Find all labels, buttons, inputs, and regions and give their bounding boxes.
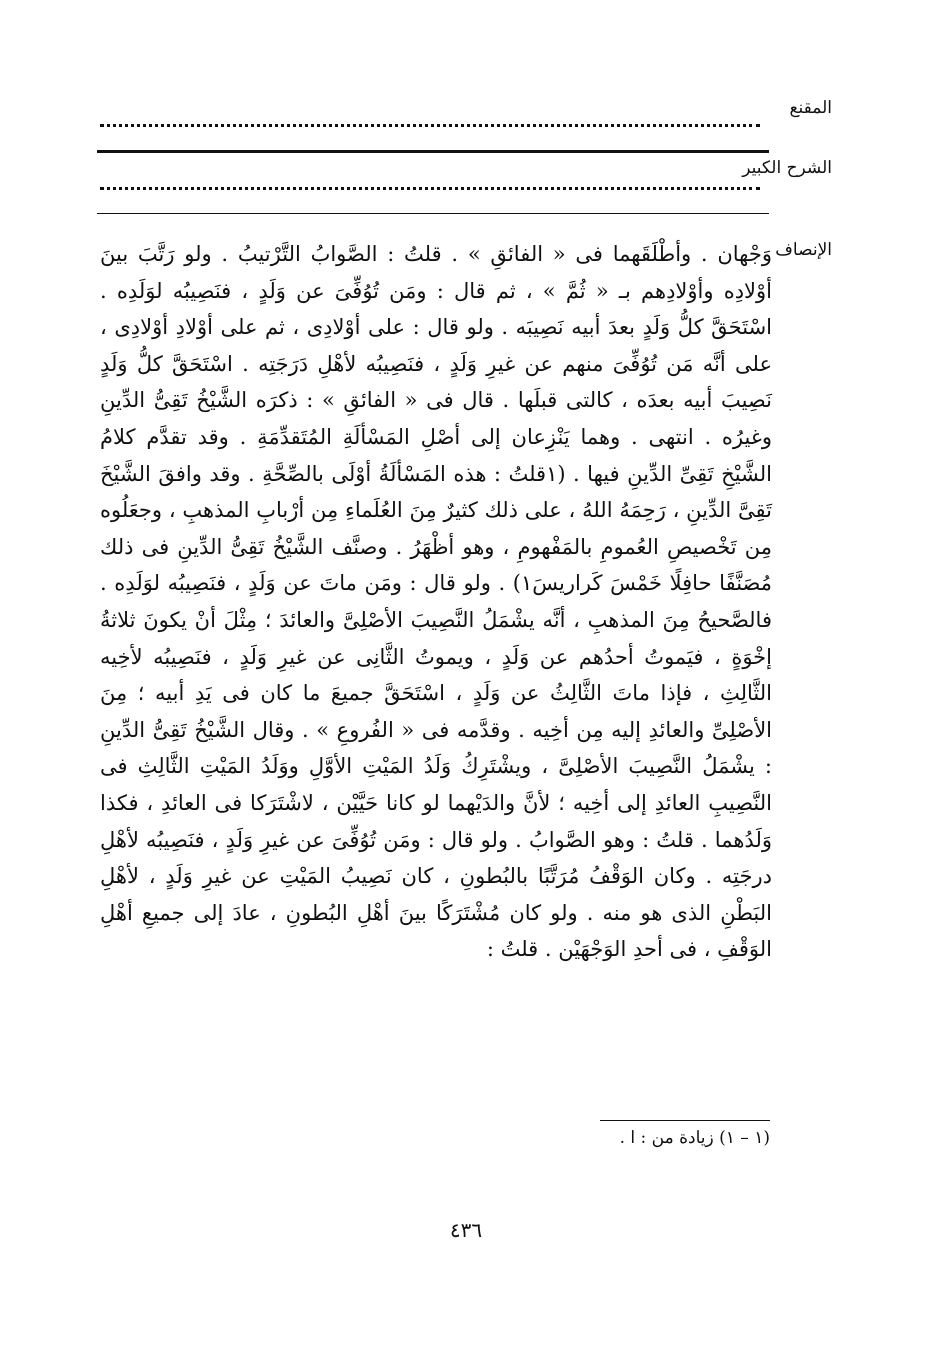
sharh-label: الشرح الكبير <box>742 158 832 178</box>
muqni-label: المقنع <box>789 98 832 118</box>
section-divider-thin <box>97 213 769 214</box>
page-number: ٤٣٦ <box>449 1218 483 1242</box>
insaf-body-text <box>100 236 772 968</box>
body-paragraph: وَجْهان . وأطْلَقَهما فى « الفائقِ » . قلتُ : الصَّوابُ التَّرْتيبُ . ولو رَتَّبَ بينَ أوْلادِه وأوْلادِهم بـ « ثُمَّ » ، ثم قال : ومَن تُوُفِّىَ عن وَلَدٍ ، فنَصِيبُه لوَلَدِه . اسْتَحَقَّ كلُّ وَلَدٍ بعدَ أبيه نَصِيبَه . ولو قال : على أوْلادِى ، ثم على أوْلادِ أوْلادِى ، على أنَّه مَن تُوُفِّىَ منهم عن غيرِ وَلَدٍ ، فنَصِيبُه لأهْلِ دَرَجَتِه . اسْتَحَقَّ كلُّ وَلَدٍ نَصِيبَ أبيه بعدَه ، كالتى قبلَها . قال فى « الفائقِ » : ذكرَه الشَّيْخُ تَقِىُّ الدِّينِ وغيرُه . انتهى . وهما يَنْزِعان إلى أصْلِ المَسْألَةِ المُتَقدِّمَةِ . وقد تقدَّم كلامُ الشَّيْخِ تَقِىِّ الدِّينِ فيها . (١قلتُ : هذه المَسْألَةُ أوْلَى بالصِّحَّةِ . وقد وافقَ الشَّيْخَ تَقِىَّ الدِّينِ ، رَحِمَهُ اللهُ ، على ذلك كثيرٌ مِنَ العُلَماءِ مِن أرْبابِ المذهبِ ، وجعَلُوه مِن تَخْصيصِ العُمومِ بالمَفْهومِ ، وهو أظْهَرُ . وصنَّف الشَّيْخُ تَقِىُّ الدِّينِ فى ذلك مُصَنَّفًا حافِلًا خَمْسَ كَراريسَ١) . ولو قال : ومَن ماتَ عن وَلَدٍ ، فنَصِيبُه لوَلَدِه . فالصَّحيحُ مِنَ المذهبِ ، أنَّه يشْمَلُ النَّصِيبَ الأصْلِىَّ والعائدَ ؛ مِثْلَ أنْ يكونَ ثلاثةُ إخْوَةٍ ، فيَموتُ أحدُهم عن وَلَدٍ ، ويموتُ الثَّانِى عن غيرِ وَلَدٍ ، فنَصِيبُه لأخِيه الثَّالِثِ ، فإذا ماتَ الثَّالِثُ عن وَلَدٍ ، اسْتَحَقَّ جميعَ ما كان فى يَدِ أبيه ؛ مِنَ الأصْلِىِّ والعائدِ إليه مِن أخِيه . وقدَّمه فى « الفُروعِ » . وقال الشَّيْخُ تَقِىُّ الدِّينِ : يشْمَلُ النَّصِيبَ الأصْلِىَّ ، ويشْتَرِكُ وَلَدُ المَيْتِ الأوَّلِ ووَلَدُ المَيْتِ الثَّالِثِ فى النَّصِيبِ العائدِ إلى أخِيه ؛ لأنَّ والدَيْهما لو كانا حَيَّيْن ، لاشْتَرَكا فى العائدِ ، فكذا وَلَدُهما . قلتُ : وهو الصَّوابُ . ولو قال : ومَن تُوُفِّىَ عن غيرِ وَلَدٍ ، فنَصِيبُه لأهْلِ درجَتِه . وكان الوَقْفُ مُرَتَّبًا بالبُطونِ ، كان نَصِيبُ المَيْتِ عن غيرِ وَلَدٍ ، لأهْلِ البَطْنِ الذى هو منه . ولو كان مُشْتَرَكًا بينَ أهْلِ البُطونِ ، عادَ إلى جميعِ أهْلِ الوَقْفِ ، فى أحدِ الوَجْهَيْن . قلتُ : <box>100 242 772 962</box>
footnote-rule <box>600 1120 770 1121</box>
insaf-label: الإنصاف <box>775 240 832 260</box>
footnote: (١ – ١) زيادة من : ا . <box>619 1128 770 1148</box>
muqni-dotted-line <box>100 124 760 129</box>
sharh-dotted-line <box>100 187 760 192</box>
section-divider-thick <box>97 150 769 153</box>
